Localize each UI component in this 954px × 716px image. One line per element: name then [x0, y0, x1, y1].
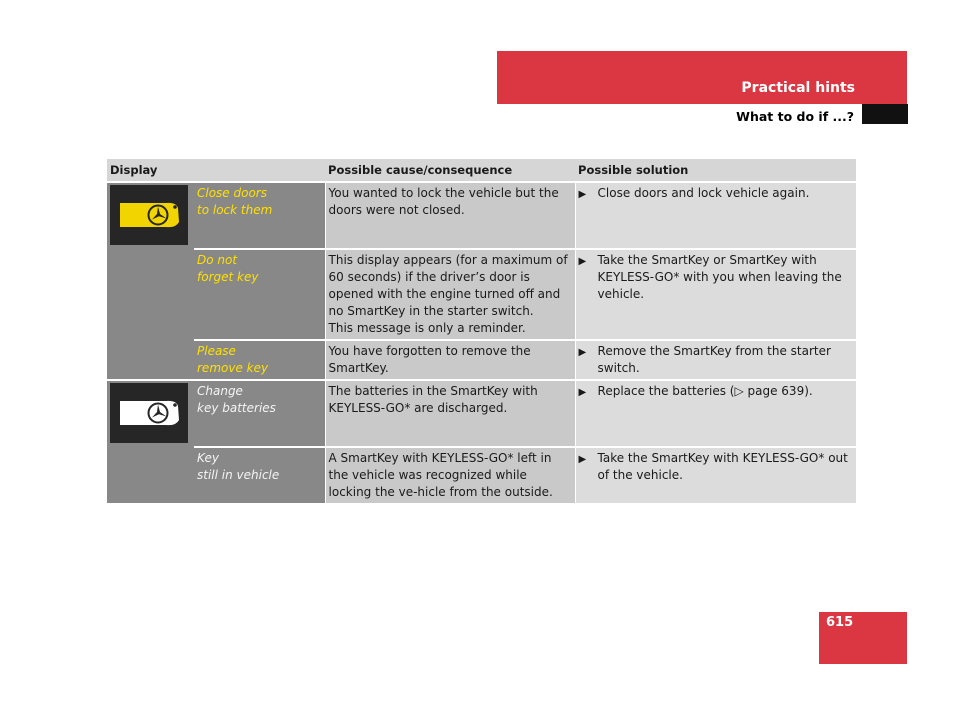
page-number: 615 — [826, 615, 854, 630]
solution-text: Take the SmartKey with KEYLESS-GO* out of the vehicle. — [597, 451, 848, 482]
table-header-row — [107, 159, 856, 182]
table-row — [107, 182, 856, 249]
display-screen — [110, 185, 188, 245]
bullet-arrow-icon: ▶ — [578, 347, 587, 358]
hints-table — [107, 159, 856, 505]
table-row — [107, 249, 856, 340]
column-header-cause: Possible cause/consequence — [325, 159, 575, 182]
solution-text: Close doors and lock vehicle again. — [597, 186, 810, 200]
smartkey-icon — [116, 198, 182, 232]
column-header-solution: Possible solution — [575, 159, 856, 182]
smartkey-icon — [116, 396, 182, 430]
cause-text: You have forgotten to remove the SmartKey. — [325, 340, 575, 380]
display-message: Change key batteries — [194, 380, 325, 447]
header-band — [497, 51, 907, 104]
section-title: Practical hints — [741, 80, 855, 96]
table-row — [107, 380, 856, 447]
cause-text: You wanted to lock the vehicle but the doors were not closed. — [325, 182, 575, 249]
solution-text: Replace the batteries (▷ page 639). — [597, 384, 813, 398]
solution-cell — [575, 182, 856, 249]
column-header-display: Display — [107, 159, 325, 182]
solution-cell — [575, 447, 856, 504]
table-row — [107, 340, 856, 380]
display-message: Please remove key — [194, 340, 325, 380]
sub-title: What to do if ...? — [736, 109, 854, 124]
solution-text: Take the SmartKey or SmartKey with KEYLESS-GO* with you when leaving the vehicle. — [597, 253, 842, 301]
solution-cell — [575, 340, 856, 380]
display-message: Close doors to lock them — [194, 182, 325, 249]
cause-text: This display appears (for a maximum of 60 seconds) if the driver’s door is opened with the engine turned off and no SmartKey in the starter switch. This message is only a reminder. — [325, 249, 575, 340]
display-icon-cell — [107, 380, 194, 504]
bullet-arrow-icon: ▶ — [578, 189, 587, 200]
display-message: Do not forget key — [194, 249, 325, 340]
solution-text: Remove the SmartKey from the starter switch. — [597, 344, 831, 375]
solution-cell — [575, 380, 856, 447]
solution-cell — [575, 249, 856, 340]
cause-text: A SmartKey with KEYLESS-GO* left in the vehicle was recognized while locking the ve-hicle from the outside. — [325, 447, 575, 504]
bullet-arrow-icon: ▶ — [578, 256, 587, 267]
bullet-arrow-icon: ▶ — [578, 387, 587, 398]
table-row — [107, 447, 856, 504]
display-icon-cell — [107, 182, 194, 380]
display-screen — [110, 383, 188, 443]
chapter-tab — [862, 104, 908, 124]
bullet-arrow-icon: ▶ — [578, 454, 587, 465]
display-message: Key still in vehicle — [194, 447, 325, 504]
cause-text: The batteries in the SmartKey with KEYLESS-GO* are discharged. — [325, 380, 575, 447]
